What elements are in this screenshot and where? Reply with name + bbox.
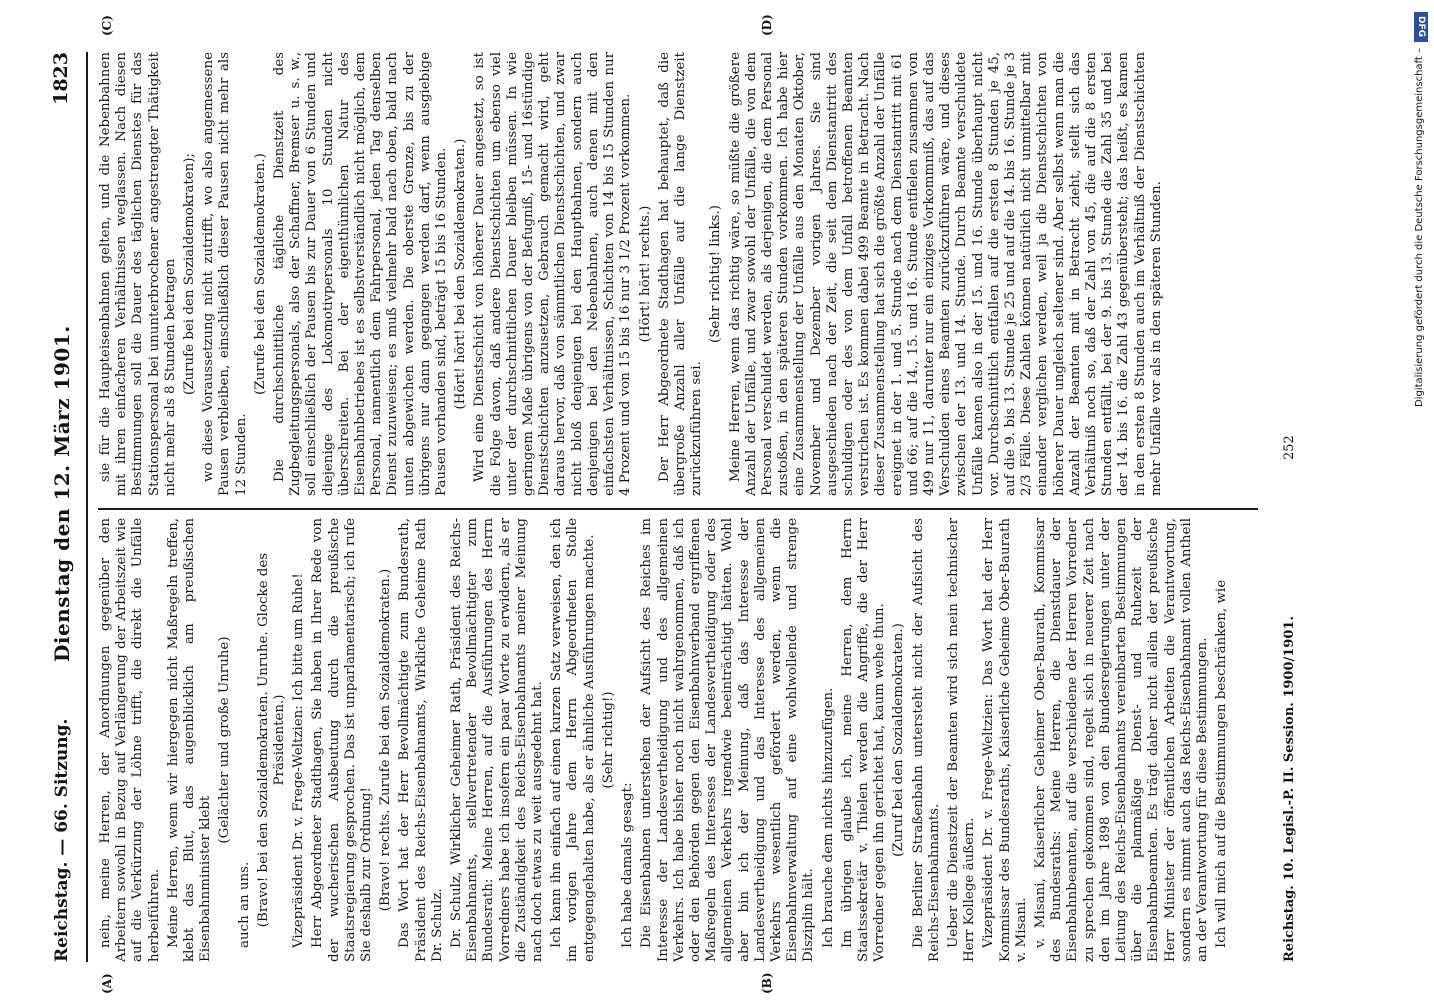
paragraph: Ueber die Dienstzeit der Beamten wird sich mein technischer Herr Kollege äußern. (945, 518, 978, 962)
paragraph: Ich will mich auf die Bestimmungen beschränken, wie (1214, 579, 1230, 948)
paragraph: wo diese Voraussetzung nicht zutrifft, wo also angemessene Pausen verbleiben, einschließlich dieser Pausen nicht mehr als 12 Stunden. (201, 52, 249, 496)
paragraph: Ich kann ihn einfach auf einen kurzen Satz verweisen, den ich im vorigen Jahre dem Herrn Abgeordneten Stolle entgegengehalten habe, als er ähnliche Ausführungen machte. (549, 518, 597, 962)
paragraph: Ich brauche dem nichts hinzuzufügen. (820, 687, 836, 948)
left-column (98, 518, 1278, 962)
paragraph: Ich habe damals gesagt: (620, 782, 636, 948)
rotated-page (28, 0, 1408, 1000)
dfg-credit-strip (1412, 8, 1432, 998)
interjection: (Zurufe bei den Sozialdemokraten); (182, 153, 198, 395)
paragraph: nein, meine Herren, der Anordnungen gegenüber den Arbeitern sowohl in Bezug auf Verlängerung der Arbeitszeit wie auf die Verkürzung der Löhne trifft, die direkt die Unfälle herbeiführen. (98, 518, 162, 962)
header-left: Reichstag. — 66. Sitzung. (52, 718, 72, 962)
right-column (98, 52, 1278, 496)
paragraph: v. Misani, Kaiserlicher Geheimer Ober-Baurath, Kommissar des Bundesraths: Meine Herren, die Dienstdauer der Eisenbahnbeamten, auf die verschiedene der Herren Vorredner zu sprechen gekommen sind, regelt sich in neuerer Zeit nach den im Jahre 1898 von den Bundesregierungen unter der Leitung des Reichs-Eisenbahnamts vereinbarten Bestimmungen über die planmäßige Dienst- und Ruhezeit der Eisenbahnbeamten. Es trägt daher nicht allein der preußische Herr Minister der öffentlichen Arbeiten die Verantwortung, sondern es nimmt auch das Reichs-Eisenbahnamt vollen Antheil an der Verantwortung für diese Bestimmungen. (1032, 518, 1210, 962)
interjection: (Bravo! bei den Sozialdemokraten. Unruhe. Glocke des Präsidenten.) (255, 552, 288, 928)
paragraph: Das Wort hat der Herr Bevollmächtigte zum Bundesrath, Präsident des Reichs-Eisenbahnamts, Wirkliche Geheime Rath Dr. Schulz. (397, 518, 445, 962)
interjection: (Hört! hört! bei den Sozialdemokraten.) (453, 138, 469, 410)
paragraph: Die Eisenbahnen unterstehen der Aufsicht des Reiches im Interesse der Landesvertheidigung und des allgemeinen Verkehrs. Ich habe bisher noch nicht wahrgenommen, daß ich oder den Behörden gegen den Eisenbahnverband ergriffenen Maßregeln des Interesses der Landesvertheidigung oder des allgemeinen Verkehrs irgendwie beeinträchtigt hätten. Wohl aber bin ich der Meinung, daß das Interesse der Landesvertheidigung und das Interesse des allgemeinen Verkehrs wesentlich gefördert werden, wenn die Eisenbahnverwaltung auf eine wohlwollende und strenge Disziplin hält. (639, 518, 817, 962)
paragraph: auch an uns. (236, 861, 252, 948)
paragraph: Wird eine Dienstschicht von höherer Dauer angesetzt, so ist die Folge davon, daß andere Dienstschichten um ebenso viel unter der durchschnittlichen Dauer bleiben müssen. In wie geringem Maße übrigens von der Befugniß, 15- und 16stündige Dienstschichten anzusetzen, Gebrauch gemacht wird, geht daraus hervor, daß von sämmtlichen Dienstschichten, und zwar nicht bloß denjenigen bei den Hauptbahnen, sondern auch denjenigen bei den Nebenbahnen, auch denen mit den einfachsten Verhältnissen, Schichten von 14 bis 15 Stunden nur 4 Prozent und von 15 bis 16 nur 3 1/2 Prozent vorkommen. (472, 52, 634, 496)
margin-mark-d: (D) (760, 14, 774, 36)
paragraph: Im übrigen glaube ich, meine Herren, dem Herrn Staatssekretär v. Thielen werden die Angriffe, die der Herr Vorredner gegen ihn gerichtet hat, kaum wehe thun. (839, 518, 888, 962)
page-number: 1823 (50, 52, 72, 105)
footer-signature: 252 (1282, 435, 1297, 460)
interjection: (Sehr richtig! links.) (708, 205, 724, 343)
interjection: (Hört! hört! rechts.) (637, 205, 653, 343)
margin-mark-a: (A) (100, 973, 114, 994)
paragraph: Herr Abgeordneter Stadthagen, Sie haben in Ihrer Rede von der wucherischen Ausbeutung durch die preußische Staatsregierung gesprochen. Das ist unparlamentarisch; ich rufe Sie deshalb zur Ordnung! (310, 518, 375, 962)
interjection: (Zuruf bei den Sozialdemokraten.) (891, 623, 907, 857)
interjection: (Gelächter und große Unruhe) (217, 636, 233, 844)
paragraph: Der Herr Abgeordnete Stadthagen hat behauptet, daß die übergroße Anzahl aller Unfälle auf die lange Dienstzeit zurückzuführen sei. (656, 52, 705, 496)
paragraph: Die Berliner Straßenbahn untersteht nicht der Aufsicht des Reichs-Eisenbahnamts. (910, 518, 942, 962)
paragraph: Die durchschnittliche tägliche Dienstzeit des Zugbegleitungspersonals, also der Schaffner, Bremser u. s. w., soll einschließlich der Pausen bis zur Dauer von 6 Stunden und diejenige des Lokomotivpersonals 10 Stunden nicht überschreiten. Bei der eigenthümlichen Natur des Eisenbahnbetriebes ist es selbstverständlich nicht möglich, dem Personal, namentlich dem Fahrpersonal, jeden Tag denselben Dienst zuzuweisen; es muß vielmehr bald nach oben, bald nach unten abgewichen werden. Die oberste Grenze, bis zu der übrigens nur dann gegangen werden darf, wenn ausgiebige Pausen vorhanden sind, beträgt 15 bis 16 Stunden. (272, 52, 450, 496)
header-rule (86, 52, 88, 962)
header-date: Dienstag den 12. März 1901. (50, 325, 74, 662)
paragraph: Vizepräsident Dr. v. Frege-Weltzien: Das Wort hat der Herr Kommissar des Bundesraths, Kaiserliche Geheime Ober-Baurath v. Misani. (981, 518, 1029, 962)
paragraph: Vizepräsident Dr. v. Frege-Weltzien: Ich bitte um Ruhe! (291, 573, 307, 948)
paragraph: sie für die Haupteisenbahnen gelten, und die Nebenbahnen mit ihren einfacheren Verhältnissen weglassen. Nach diesen Bestimmungen soll die Dauer des täglichen Dienstes für das Stationspersonal bei ununterbrochener angestrengter Thätigkeit nicht mehr als 8 Stunden betragen (98, 52, 178, 496)
footer-session: Reichstag. 10. Legisl.-P. II. Session. 1900/1901. (1282, 616, 1297, 962)
running-head (46, 52, 80, 962)
margin-mark-b: (B) (760, 972, 774, 994)
paragraph: Dr. Schulz, Wirklicher Geheimer Rath, Präsident des Reichs-Eisenbahnamts, stellvertretender Bevollmächtigter zum Bundesrath: Meine Herren, auf die Ausführungen des Herrn Vorredners habe ich insofern ein paar Worte zu erwidern, als er die Zuständigkeit des Reichs-Eisenbahnamts meiner Meinung nach doch etwas zu weit ausgedehnt hat. (449, 518, 546, 962)
column-divider (98, 508, 1258, 510)
dfg-credit-text: Digitalisierung gefördert durch die Deutsche Forschungsgemeinschaft – (1414, 48, 1425, 408)
interjection: (Zurufe bei den Sozialdemokraten.) (252, 153, 268, 395)
paragraph: Meine Herren, wenn wir hiergegen nicht Maßregeln treffen, klebt das Blut, das augenblicklich am preußischen Eisenbahnminister klebt (165, 518, 214, 962)
margin-mark-c: (C) (100, 15, 114, 36)
paragraph: Meine Herren, wenn das richtig wäre, so müßte die größere Anzahl der Unfälle, und zwar sowohl der Unfälle, die von dem Personal verschuldet werden, als derjenigen, die dem Personal zustoßen, in den späteren Stunden vorkommen. Ich habe hier eine Zusammenstellung der Unfälle aus den Monaten Oktober, November und Dezember vorigen Jahres. Sie sind ausgeschieden nach der Zeit, die seit dem Dienstantritt des schuldigen oder des von dem Unfall betroffenen Beamten verstrichen ist. Es kommen dabei 499 Beamte in Betracht. Nach dieser Zusammenstellung hat sich die größte Anzahl der Unfälle ereignet in der 1. und 5. Stunde nach dem Dienstantritt mit 61 und 66; auf die 14., 15. und 16. Stunde entfielen zusammen von 499 nur 11, darunter nur ein einziges Vorkommniß, das auf das Verschulden eines Beamten zurückzuführen wäre, und dieses zwischen der 13. und 14. Stunde. Durch Beamte verschuldete Unfälle kamen also in der 15. und 16. Stunde überhaupt nicht vor. Durchschnittlich entfallen auf die ersten 8 Stunden je 45, auf die 9. bis 13. Stunde je 25 und auf die 14. bis 16. Stunde je 3 2/3 Fälle. Diese Zahlen können natürlich nicht unmittelbar mit einander verglichen werden, weil ja die Dienstschichten von höherer Dauer ungleich seltener sind. Aber selbst wenn man die Anzahl der Beamten mit in Betracht zieht, stellt sich das Verhältniß noch so, daß der Zahl von 45, die auf die 8 ersten Stunden entfällt, bei der 9. bis 13. Stunde die Zahl 35 und bei der 14. bis 16. die Zahl 43 gegenübersteht; das heißt, es kamen in den ersten 8 Stunden auch im Verhältniß der Dienstschichten mehr Unfälle vor als in den späteren Stunden. (727, 52, 1164, 496)
interjection: (Bravo! rechts. Zurufe bei den Sozialdemokraten.) (378, 568, 394, 912)
dfg-logo: DFG (1414, 12, 1428, 42)
interjection: (Sehr richtig!) (600, 691, 616, 789)
